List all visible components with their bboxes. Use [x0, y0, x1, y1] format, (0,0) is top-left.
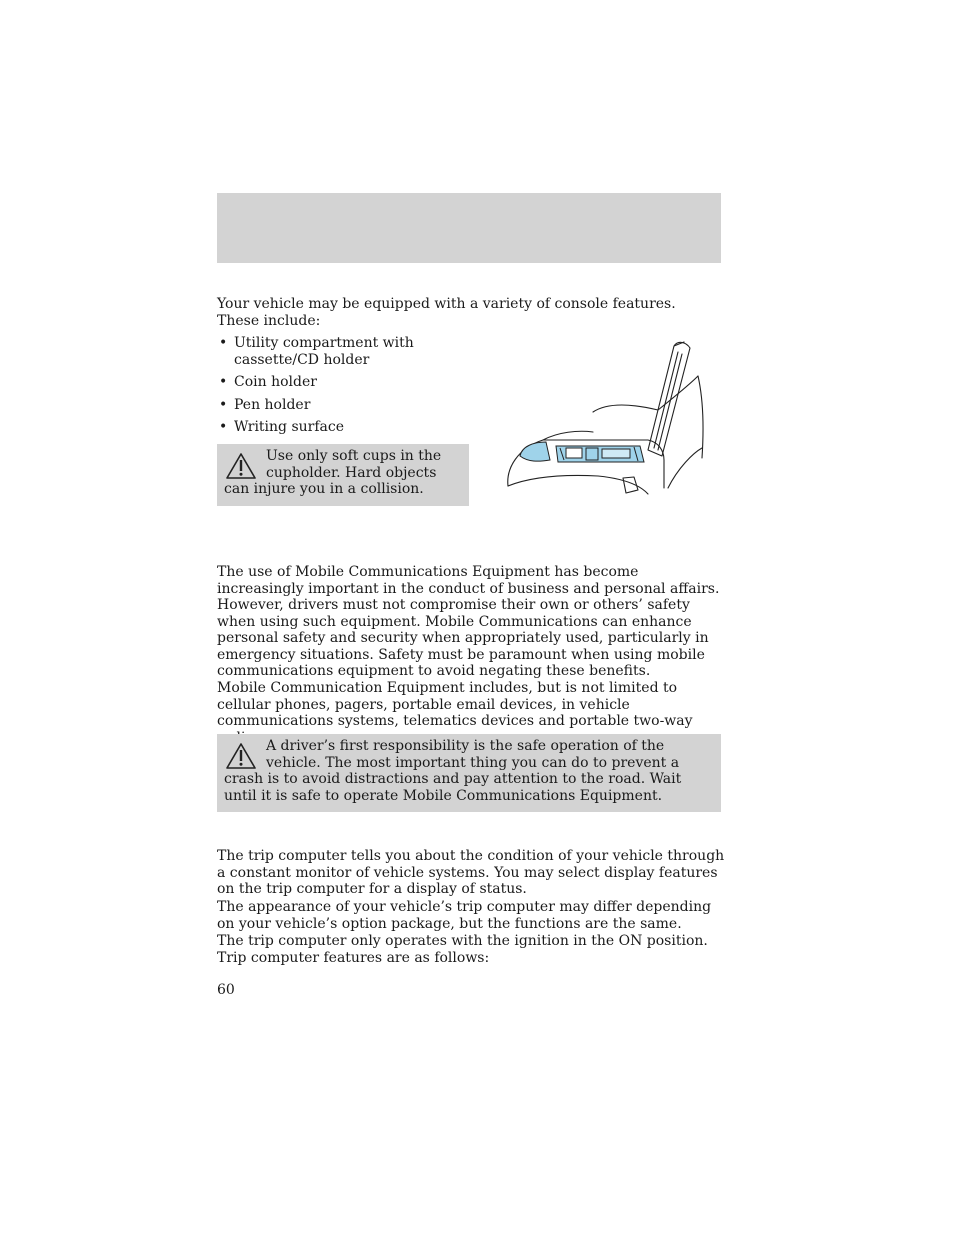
console-feature-list [217, 335, 457, 442]
list-item: • Writing surface [217, 419, 457, 436]
warning-triangle-icon [225, 742, 257, 770]
section-header-band [217, 193, 721, 263]
trip-paragraph-1: The trip computer tells you about the condition of your vehicle through a constant monitor of vehicle systems. You may select display features on the trip computer for a display of status. [217, 848, 725, 897]
cupholder-warning-box [217, 444, 469, 506]
list-item: • Pen holder [217, 397, 457, 414]
console-illustration [498, 338, 708, 498]
trip-paragraph-3: The trip computer only operates with the ignition in the ON position. [217, 933, 708, 949]
mobile-warning-text: A driver’s first responsibility is the safe operation of the vehicle. The most important thing you can do to prevent a crash is to avoid distractions and pay attention to the road. Wait until it is safe to operate Mobile Communications Equipment. [224, 738, 682, 804]
warning-triangle-icon [225, 452, 257, 480]
mobile-paragraph-1: The use of Mobile Communications Equipment has become increasingly important in the conduct of business and personal affairs. However, drivers must not compromise their own or others’ safety when using such equipment. Mobile Communications can enhance personal safety and security when appropriately used, particularly in emergency situations. Safety must be paramount when using mobile communications equipment to avoid negating these benefits. [217, 564, 720, 679]
trip-paragraph-2: The appearance of your vehicle’s trip computer may differ depending on your vehicle’s option package, but the functions are the same. [217, 899, 712, 932]
cupholder-warning-text: Use only soft cups in the cupholder. Hard objects can injure you in a collision. [224, 448, 442, 497]
page-number: 60 [217, 982, 235, 998]
list-item: • Utility compartment with cassette/CD holder [217, 335, 424, 368]
mobile-paragraph-2: Mobile Communication Equipment includes, but is not limited to cellular phones, pagers, portable email devices, in vehicle communications systems, telematics devices and portable two-way [217, 680, 693, 729]
console-intro: Your vehicle may be equipped with a variety of console features. These include: [217, 296, 676, 329]
trip-paragraph-4: Trip computer features are as follows: [217, 950, 490, 966]
list-item: • Coin holder [217, 374, 457, 391]
mobile-warning-box [217, 734, 721, 812]
